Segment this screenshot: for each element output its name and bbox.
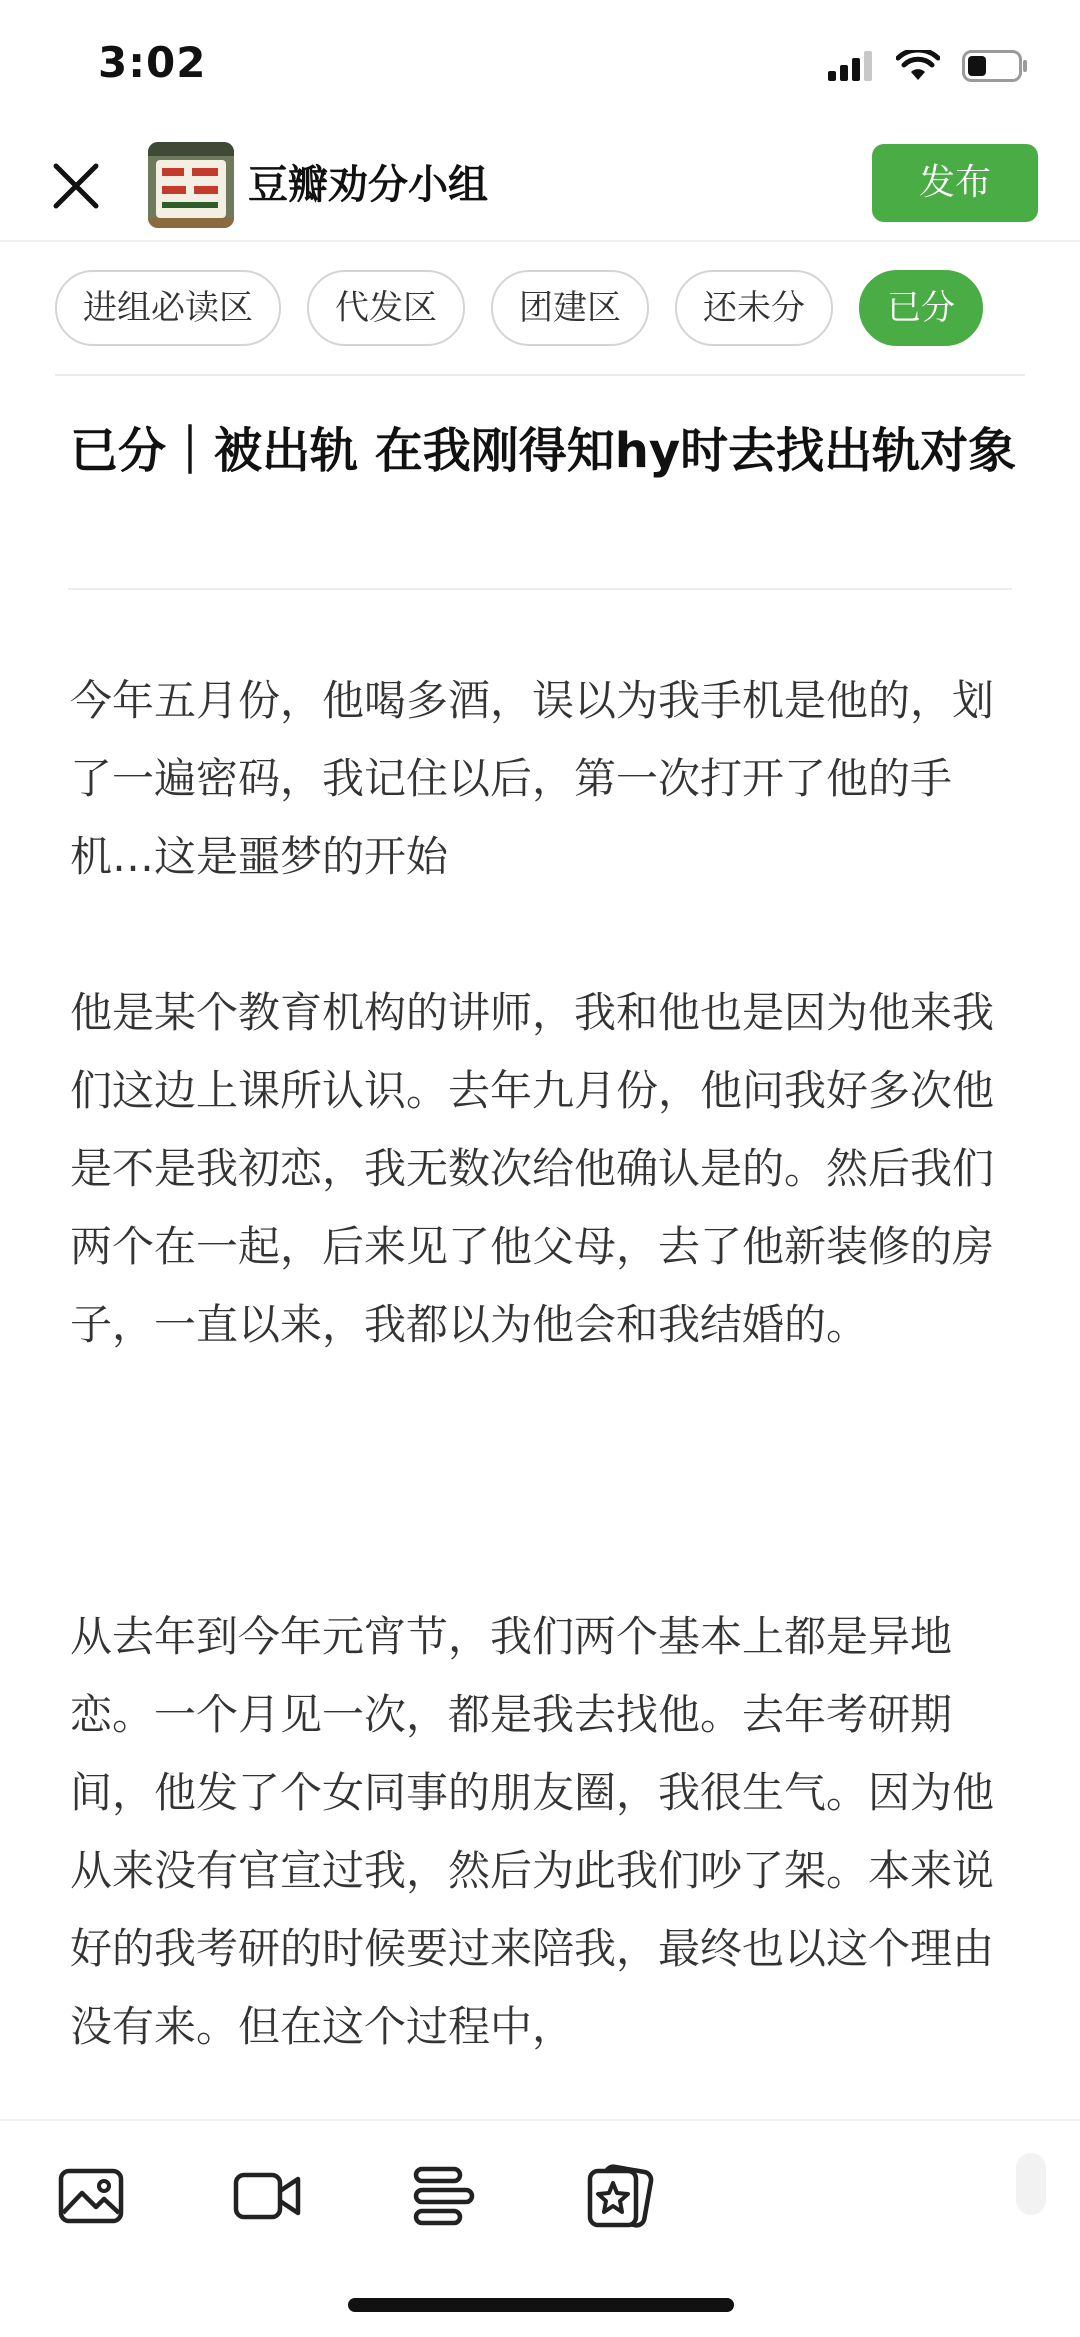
divider (68, 588, 1012, 590)
sticker-icon[interactable] (584, 2161, 654, 2231)
close-icon[interactable] (48, 158, 104, 214)
header-bar (0, 130, 1080, 242)
group-avatar-image (148, 142, 234, 228)
tag-proxy-post[interactable]: 代发区 (307, 270, 465, 346)
post-paragraph: 从去年到今年元宵节，我们两个基本上都是异地恋。一个月见一次，都是我去找他。去年考研期间，他发了个女同事的朋友圈，我很生气。因为他从来没有官宣过我，然后为此我们吵了架。本来说好的我考研的时候要过来陪我，最终也以这个理由没有来。但在这个过程中， (70, 1612, 995, 2051)
post-paragraph: 他是某个教育机构的讲师，我和他也是因为他来我们这边上课所认识。去年九月份，他问我好多次他是不是我初恋，我无数次给他确认是的。然后我们两个在一起，后来见了他父母，去了他新装修的房子，一直以来，我都以为他会和我结婚的。 (70, 988, 995, 1349)
tag-team-building[interactable]: 团建区 (491, 270, 649, 346)
battery-icon (962, 50, 1028, 82)
home-indicator[interactable] (348, 2298, 734, 2312)
post-title-input[interactable]: 已分｜被出轨 在我刚得知hy时去找出轨对象 (70, 423, 1017, 479)
post-body-editor[interactable] (70, 662, 1015, 2102)
post-paragraph: 今年五月份，他喝多酒，误以为我手机是他的，划了一遍密码，我记住以后，第一次打开了他的手机…这是噩梦的开始 (70, 676, 995, 881)
status-bar (0, 0, 1080, 130)
image-icon[interactable] (56, 2161, 126, 2231)
tag-required-reading[interactable]: 进组必读区 (55, 270, 281, 346)
video-icon[interactable] (232, 2161, 302, 2231)
status-icons (828, 50, 1028, 82)
status-time: 3:02 (98, 38, 207, 87)
paragraph-gap (70, 896, 1015, 974)
group-name[interactable]: 豆瓣劝分小组 (248, 162, 488, 208)
text-format-icon[interactable] (408, 2161, 478, 2231)
publish-button[interactable]: 发布 (872, 144, 1038, 222)
group-avatar[interactable] (148, 142, 234, 228)
wifi-icon (896, 50, 940, 82)
paragraph-gap (70, 1364, 1015, 1598)
toolbar-scroll-handle[interactable] (1016, 2153, 1046, 2215)
divider (55, 374, 1025, 376)
tag-separated[interactable]: 已分 (859, 270, 983, 346)
tag-not-separated[interactable]: 还未分 (675, 270, 833, 346)
tag-list (55, 270, 983, 350)
cellular-signal-icon (828, 51, 874, 81)
